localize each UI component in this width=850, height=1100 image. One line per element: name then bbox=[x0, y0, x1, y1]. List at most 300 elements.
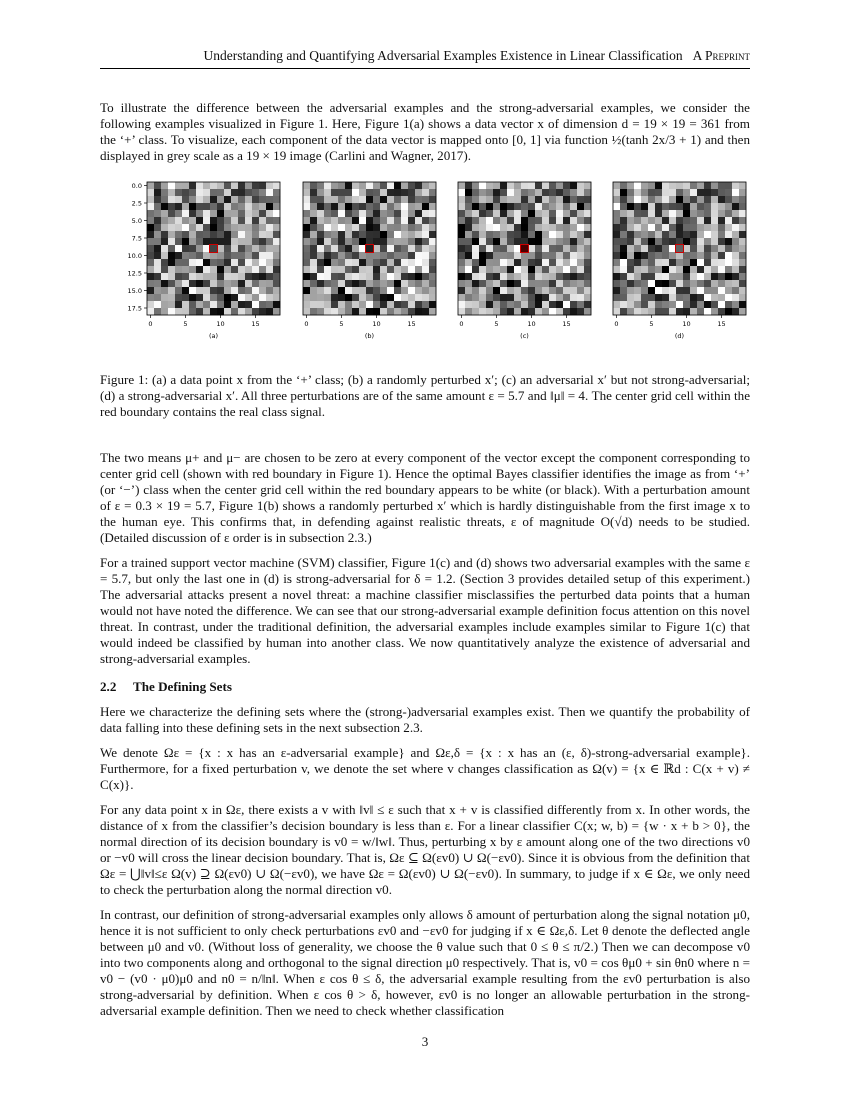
grid-cell bbox=[331, 231, 338, 238]
grid-cell bbox=[317, 280, 324, 287]
grid-cell bbox=[303, 252, 310, 259]
grid-cell bbox=[175, 189, 182, 196]
grid-cell bbox=[331, 189, 338, 196]
grid-cell bbox=[613, 301, 620, 308]
header-tag: A Preprint bbox=[692, 48, 750, 63]
grid-cell bbox=[210, 196, 217, 203]
grid-cell bbox=[422, 210, 429, 217]
grid-cell bbox=[697, 196, 704, 203]
grid-cell bbox=[259, 210, 266, 217]
grid-cell bbox=[486, 252, 493, 259]
grid-panel bbox=[458, 182, 591, 340]
grid-cell bbox=[168, 203, 175, 210]
grid-cell bbox=[507, 252, 514, 259]
grid-cell bbox=[556, 231, 563, 238]
grid-cell bbox=[697, 301, 704, 308]
grid-cell bbox=[634, 189, 641, 196]
grid-cell bbox=[359, 294, 366, 301]
grid-cell bbox=[739, 245, 746, 252]
grid-cell bbox=[683, 280, 690, 287]
grid-cell bbox=[203, 224, 210, 231]
grid-cell bbox=[458, 245, 465, 252]
paragraph-omega-definition: We denote Ωε = {x : x has an ε-adversarial example} and Ωε,δ = {x : x has an (ε, δ)-strong-adversarial example}. Furthermore, for a fixed perturbation v, we denote the set where v changes classification as Ω(v) = {x ∈ ℝd : C(x + v) ≠ C(x)}. bbox=[100, 745, 750, 792]
grid-cell bbox=[259, 217, 266, 224]
grid-cell bbox=[458, 182, 465, 189]
grid-cell bbox=[718, 280, 725, 287]
grid-cell bbox=[161, 308, 168, 315]
grid-cell bbox=[422, 294, 429, 301]
grid-cell bbox=[549, 224, 556, 231]
grid-cell bbox=[514, 203, 521, 210]
grid-cell bbox=[725, 287, 732, 294]
grid-cell bbox=[415, 301, 422, 308]
grid-cell bbox=[472, 280, 479, 287]
grid-cell bbox=[266, 266, 273, 273]
grid-cell bbox=[669, 224, 676, 231]
grid-cell bbox=[238, 280, 245, 287]
grid-cell bbox=[697, 252, 704, 259]
grid-cell bbox=[493, 196, 500, 203]
grid-cell bbox=[252, 217, 259, 224]
grid-cell bbox=[324, 217, 331, 224]
grid-cell bbox=[324, 287, 331, 294]
grid-cell bbox=[324, 245, 331, 252]
grid-cell bbox=[704, 182, 711, 189]
grid-cell bbox=[175, 182, 182, 189]
grid-cell bbox=[331, 266, 338, 273]
grid-cell bbox=[528, 203, 535, 210]
grid-cell bbox=[231, 294, 238, 301]
grid-cell bbox=[472, 224, 479, 231]
grid-cell bbox=[690, 224, 697, 231]
grid-cell bbox=[704, 294, 711, 301]
grid-cell bbox=[238, 224, 245, 231]
grid-cell bbox=[310, 189, 317, 196]
grid-cell bbox=[359, 252, 366, 259]
grid-cell bbox=[338, 308, 345, 315]
grid-cell bbox=[224, 217, 231, 224]
grid-cell bbox=[380, 273, 387, 280]
grid-cell bbox=[479, 196, 486, 203]
grid-cell bbox=[584, 224, 591, 231]
grid-cell bbox=[648, 273, 655, 280]
grid-cell bbox=[577, 301, 584, 308]
grid-cell bbox=[245, 217, 252, 224]
grid-cell bbox=[641, 294, 648, 301]
grid-cell bbox=[366, 189, 373, 196]
grid-cell bbox=[252, 259, 259, 266]
grid-cell bbox=[634, 203, 641, 210]
grid-cell bbox=[259, 182, 266, 189]
grid-cell bbox=[620, 203, 627, 210]
grid-cell bbox=[394, 182, 401, 189]
grid-cell bbox=[521, 308, 528, 315]
grid-cell bbox=[224, 287, 231, 294]
grid-cell bbox=[641, 210, 648, 217]
grid-cell bbox=[259, 301, 266, 308]
grid-cell bbox=[556, 182, 563, 189]
grid-cell bbox=[401, 231, 408, 238]
grid-cell bbox=[252, 238, 259, 245]
grid-cell bbox=[725, 294, 732, 301]
grid-cell bbox=[458, 252, 465, 259]
grid-cell bbox=[168, 231, 175, 238]
grid-cell bbox=[634, 224, 641, 231]
grid-cell bbox=[528, 182, 535, 189]
grid-cell bbox=[711, 210, 718, 217]
grid-cell bbox=[542, 238, 549, 245]
grid-cell bbox=[359, 189, 366, 196]
grid-cell bbox=[394, 273, 401, 280]
grid-cell bbox=[245, 301, 252, 308]
grid-cell bbox=[704, 280, 711, 287]
grid-cell bbox=[189, 259, 196, 266]
grid-cell bbox=[535, 294, 542, 301]
grid-cell bbox=[359, 231, 366, 238]
grid-cell bbox=[401, 203, 408, 210]
x-tick-label: 10 bbox=[682, 320, 691, 328]
grid-cell bbox=[196, 217, 203, 224]
grid-cell bbox=[352, 238, 359, 245]
grid-cell bbox=[655, 217, 662, 224]
grid-cell bbox=[338, 217, 345, 224]
grid-cell bbox=[570, 252, 577, 259]
grid-cell bbox=[472, 217, 479, 224]
grid-cell bbox=[514, 308, 521, 315]
grid-cell bbox=[401, 308, 408, 315]
grid-cell bbox=[380, 252, 387, 259]
grid-cell bbox=[203, 294, 210, 301]
grid-cell bbox=[556, 259, 563, 266]
grid-cell bbox=[259, 224, 266, 231]
grid-cell bbox=[394, 308, 401, 315]
grid-cell bbox=[352, 203, 359, 210]
grid-cell bbox=[303, 238, 310, 245]
grid-cell bbox=[493, 266, 500, 273]
grid-cell bbox=[535, 280, 542, 287]
grid-cell bbox=[231, 196, 238, 203]
grid-cell bbox=[245, 259, 252, 266]
grid-cell bbox=[732, 203, 739, 210]
grid-cell bbox=[613, 259, 620, 266]
grid-cell bbox=[394, 231, 401, 238]
grid-cell bbox=[669, 252, 676, 259]
grid-cell bbox=[252, 203, 259, 210]
grid-cell bbox=[634, 196, 641, 203]
grid-cell bbox=[528, 217, 535, 224]
grid-cell bbox=[345, 224, 352, 231]
grid-cell bbox=[317, 210, 324, 217]
grid-cell bbox=[542, 266, 549, 273]
paragraph-linear-classifier: For any data point x in Ωε, there exists a v with ‖v‖ ≤ ε such that x + v is classified differently from x. In other words, the distance of x from the classifier’s decision boundary is less than ε. For a linear classifier C(x; w, b) = {w · x + b > 0}, the normal direction of its decision boundary is v0 = w/‖w‖. Thus, perturbing x by ε amount along one of the two directions v0 or −v0 will cross the linear decision boundary. That is, Ωε ⊆ Ω(εv0) ∪ Ω(−εv0). Since it is obvious from the definition that Ωε = ⋃‖v‖≤ε Ω(v) ⊇ Ω(εv0) ∪ Ω(−εv0), we have Ωε = Ω(εv0) ∪ Ω(−εv0). In summary, to judge if x ∈ Ωε, we only need to check the perturbation along the normal direction v0. bbox=[100, 802, 750, 897]
grid-cell bbox=[458, 203, 465, 210]
grid-cell bbox=[535, 203, 542, 210]
panel-label: (d) bbox=[674, 332, 685, 340]
grid-cell bbox=[401, 252, 408, 259]
grid-cell bbox=[415, 196, 422, 203]
panel-label: (b) bbox=[364, 332, 375, 340]
grid-cell bbox=[429, 259, 436, 266]
grid-cell bbox=[648, 266, 655, 273]
grid-cell bbox=[627, 308, 634, 315]
grid-cell bbox=[317, 294, 324, 301]
grid-cell bbox=[168, 238, 175, 245]
grid-cell bbox=[238, 259, 245, 266]
grid-cell bbox=[422, 287, 429, 294]
grid-cell bbox=[570, 203, 577, 210]
grid-cell bbox=[324, 259, 331, 266]
grid-cell bbox=[697, 245, 704, 252]
grid-cell bbox=[718, 259, 725, 266]
grid-cell bbox=[238, 196, 245, 203]
grid-cell bbox=[486, 287, 493, 294]
grid-cell bbox=[154, 189, 161, 196]
grid-cell bbox=[182, 231, 189, 238]
grid-cell bbox=[324, 308, 331, 315]
x-tick-label: 0 bbox=[304, 320, 309, 328]
grid-cell bbox=[168, 196, 175, 203]
grid-cell bbox=[245, 308, 252, 315]
grid-cell bbox=[324, 273, 331, 280]
grid-cell bbox=[373, 196, 380, 203]
grid-cell bbox=[189, 203, 196, 210]
grid-cell bbox=[366, 273, 373, 280]
grid-cell bbox=[415, 280, 422, 287]
grid-cell bbox=[415, 182, 422, 189]
grid-cell bbox=[613, 189, 620, 196]
grid-cell bbox=[415, 203, 422, 210]
grid-cell bbox=[570, 210, 577, 217]
grid-cell bbox=[238, 217, 245, 224]
grid-cell bbox=[584, 273, 591, 280]
grid-cell bbox=[725, 245, 732, 252]
grid-cell bbox=[401, 294, 408, 301]
grid-cell bbox=[514, 273, 521, 280]
grid-cell bbox=[210, 245, 217, 252]
grid-cell bbox=[345, 266, 352, 273]
grid-cell bbox=[217, 217, 224, 224]
grid-cell bbox=[345, 189, 352, 196]
grid-cell bbox=[584, 189, 591, 196]
grid-cell bbox=[584, 259, 591, 266]
grid-cell bbox=[345, 294, 352, 301]
grid-cell bbox=[725, 231, 732, 238]
grid-cell bbox=[203, 182, 210, 189]
grid-cell bbox=[422, 182, 429, 189]
grid-cell bbox=[224, 224, 231, 231]
grid-cell bbox=[273, 231, 280, 238]
grid-cell bbox=[331, 259, 338, 266]
grid-cell bbox=[210, 210, 217, 217]
x-tick-label: 0 bbox=[148, 320, 153, 328]
grid-cell bbox=[303, 189, 310, 196]
grid-cell bbox=[245, 196, 252, 203]
grid-cell bbox=[725, 266, 732, 273]
grid-cell bbox=[627, 182, 634, 189]
panel-label: (a) bbox=[208, 332, 219, 340]
grid-cell bbox=[408, 245, 415, 252]
grid-cell bbox=[563, 266, 570, 273]
grid-cell bbox=[690, 189, 697, 196]
grid-cell bbox=[648, 210, 655, 217]
grid-cell bbox=[338, 301, 345, 308]
grid-cell bbox=[310, 266, 317, 273]
grid-cell bbox=[479, 224, 486, 231]
grid-cell bbox=[387, 245, 394, 252]
grid-cell bbox=[380, 259, 387, 266]
grid-cell bbox=[401, 301, 408, 308]
grid-cell bbox=[662, 238, 669, 245]
grid-cell bbox=[549, 217, 556, 224]
grid-cell bbox=[465, 308, 472, 315]
grid-cell bbox=[662, 189, 669, 196]
grid-cell bbox=[704, 196, 711, 203]
grid-cell bbox=[408, 196, 415, 203]
grid-cell bbox=[359, 196, 366, 203]
grid-cell bbox=[641, 273, 648, 280]
grid-cell bbox=[168, 182, 175, 189]
grid-cell bbox=[210, 224, 217, 231]
grid-cell bbox=[493, 245, 500, 252]
grid-cell bbox=[648, 287, 655, 294]
grid-cell bbox=[259, 196, 266, 203]
grid-cell bbox=[415, 217, 422, 224]
grid-cell bbox=[479, 245, 486, 252]
grid-cell bbox=[634, 252, 641, 259]
grid-cell bbox=[217, 196, 224, 203]
grid-cell bbox=[231, 266, 238, 273]
grid-cell bbox=[408, 259, 415, 266]
grid-cell bbox=[584, 308, 591, 315]
grid-cell bbox=[373, 217, 380, 224]
grid-cell bbox=[620, 308, 627, 315]
grid-cell bbox=[429, 217, 436, 224]
grid-cell bbox=[500, 273, 507, 280]
grid-cell bbox=[359, 266, 366, 273]
grid-cell bbox=[620, 294, 627, 301]
grid-cell bbox=[458, 294, 465, 301]
grid-cell bbox=[338, 245, 345, 252]
grid-cell bbox=[331, 252, 338, 259]
grid-cell bbox=[507, 196, 514, 203]
grid-cell bbox=[217, 245, 224, 252]
grid-cell bbox=[266, 182, 273, 189]
grid-cell bbox=[563, 189, 570, 196]
grid-cell bbox=[493, 273, 500, 280]
grid-cell bbox=[196, 189, 203, 196]
grid-cell bbox=[345, 210, 352, 217]
grid-cell bbox=[273, 301, 280, 308]
grid-cell bbox=[563, 238, 570, 245]
grid-cell bbox=[472, 287, 479, 294]
grid-cell bbox=[317, 287, 324, 294]
grid-cell bbox=[380, 210, 387, 217]
grid-cell bbox=[147, 280, 154, 287]
grid-cell bbox=[697, 287, 704, 294]
grid-cell bbox=[303, 231, 310, 238]
grid-cell bbox=[514, 224, 521, 231]
grid-cell bbox=[570, 231, 577, 238]
grid-cell bbox=[739, 294, 746, 301]
grid-cell bbox=[683, 266, 690, 273]
grid-cell bbox=[303, 266, 310, 273]
grid-cell bbox=[394, 252, 401, 259]
grid-cell bbox=[507, 245, 514, 252]
grid-cell bbox=[345, 245, 352, 252]
grid-cell bbox=[458, 273, 465, 280]
grid-cell bbox=[500, 210, 507, 217]
grid-cell bbox=[627, 266, 634, 273]
grid-cell bbox=[655, 266, 662, 273]
grid-cell bbox=[627, 203, 634, 210]
grid-cell bbox=[662, 203, 669, 210]
grid-cell bbox=[620, 259, 627, 266]
grid-cell bbox=[203, 259, 210, 266]
grid-panel bbox=[613, 182, 746, 340]
grid-cell bbox=[317, 182, 324, 189]
grid-cell bbox=[189, 189, 196, 196]
grid-cell bbox=[690, 231, 697, 238]
grid-cell bbox=[324, 231, 331, 238]
grid-cell bbox=[732, 252, 739, 259]
grid-cell bbox=[324, 238, 331, 245]
grid-cell bbox=[479, 210, 486, 217]
grid-cell bbox=[641, 238, 648, 245]
grid-cell bbox=[259, 189, 266, 196]
grid-cell bbox=[373, 259, 380, 266]
grid-cell bbox=[352, 266, 359, 273]
grid-cell bbox=[345, 280, 352, 287]
grid-cell bbox=[465, 217, 472, 224]
grid-cell bbox=[345, 301, 352, 308]
grid-cell bbox=[676, 252, 683, 259]
grid-cell bbox=[252, 301, 259, 308]
x-tick-label: 5 bbox=[339, 320, 344, 328]
grid-cell bbox=[161, 224, 168, 231]
grid-cell bbox=[429, 231, 436, 238]
grid-cell bbox=[507, 280, 514, 287]
grid-cell bbox=[266, 210, 273, 217]
grid-cell bbox=[352, 245, 359, 252]
grid-cell bbox=[521, 301, 528, 308]
grid-cell bbox=[697, 294, 704, 301]
grid-cell bbox=[154, 224, 161, 231]
grid-cell bbox=[486, 203, 493, 210]
grid-cell bbox=[310, 231, 317, 238]
grid-cell bbox=[259, 287, 266, 294]
grid-cell bbox=[648, 245, 655, 252]
grid-cell bbox=[718, 231, 725, 238]
grid-cell bbox=[345, 273, 352, 280]
grid-cell bbox=[310, 294, 317, 301]
grid-cell bbox=[528, 238, 535, 245]
grid-cell bbox=[217, 189, 224, 196]
grid-cell bbox=[415, 294, 422, 301]
grid-cell bbox=[697, 280, 704, 287]
grid-cell bbox=[725, 301, 732, 308]
grid-cell bbox=[472, 231, 479, 238]
grid-cell bbox=[690, 301, 697, 308]
grid-cell bbox=[359, 308, 366, 315]
grid-cell bbox=[732, 238, 739, 245]
grid-cell bbox=[507, 210, 514, 217]
grid-cell bbox=[627, 238, 634, 245]
grid-cell bbox=[196, 210, 203, 217]
grid-cell bbox=[556, 266, 563, 273]
grid-cell bbox=[338, 294, 345, 301]
grid-cell bbox=[465, 301, 472, 308]
grid-cell bbox=[725, 224, 732, 231]
